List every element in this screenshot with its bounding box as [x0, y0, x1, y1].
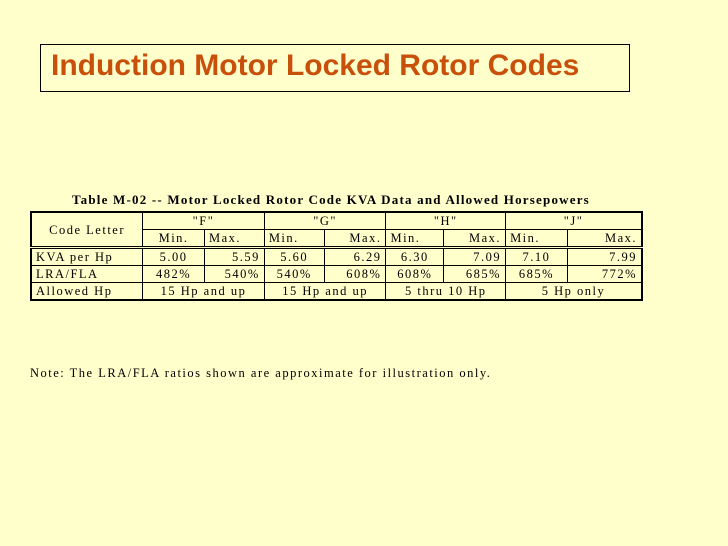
max-header: Max. [567, 230, 642, 248]
value-cell: 540% [204, 266, 264, 283]
table-row-allowed-hp [31, 283, 642, 301]
max-header: Max. [204, 230, 264, 248]
row-label: KVA per Hp [31, 248, 143, 266]
value-cell: 772% [567, 266, 642, 283]
value-cell: 608% [386, 266, 444, 283]
value-cell: 482% [143, 266, 205, 283]
min-header: Min. [143, 230, 205, 248]
min-header: Min. [506, 230, 568, 248]
max-header: Max. [324, 230, 386, 248]
min-header: Min. [386, 230, 444, 248]
title-box [40, 44, 630, 92]
header-row-codes [31, 212, 642, 230]
allowed-hp-j: 5 Hp only [506, 283, 642, 301]
value-cell: 540% [264, 266, 324, 283]
value-cell: 6.29 [324, 248, 386, 266]
value-cell: 5.60 [264, 248, 324, 266]
allowed-hp-g: 15 Hp and up [264, 283, 386, 301]
page-title: Induction Motor Locked Rotor Codes [51, 49, 580, 82]
row-label: LRA/FLA [31, 266, 143, 283]
code-header-g: "G" [264, 212, 386, 230]
code-header-j: "J" [506, 212, 642, 230]
value-cell: 7.99 [567, 248, 642, 266]
footnote: Note: The LRA/FLA ratios shown are approximate for illustration only. [30, 366, 492, 380]
value-cell: 685% [506, 266, 568, 283]
code-letter-header: Code Letter [31, 212, 143, 248]
row-label: Allowed Hp [36, 284, 113, 298]
code-header-h: "H" [386, 212, 506, 230]
max-header: Max. [444, 230, 506, 248]
table-row-kva [31, 248, 642, 266]
allowed-hp-f: 15 Hp and up [143, 283, 265, 301]
locked-rotor-table [30, 211, 643, 301]
code-header-f: "F" [143, 212, 265, 230]
table-caption: Table M-02 -- Motor Locked Rotor Code KVA Data and Allowed Horsepowers [72, 192, 590, 207]
value-cell: 6.30 [386, 248, 444, 266]
value-cell: 5.59 [204, 248, 264, 266]
allowed-hp-h: 5 thru 10 Hp [386, 283, 506, 301]
value-cell: 608% [324, 266, 386, 283]
value-cell: 685% [444, 266, 506, 283]
min-header: Min. [264, 230, 324, 248]
value-cell: 5.00 [143, 248, 205, 266]
value-cell: 7.09 [444, 248, 506, 266]
value-cell: 7.10 [506, 248, 568, 266]
table-row-lra-fla [31, 266, 642, 283]
